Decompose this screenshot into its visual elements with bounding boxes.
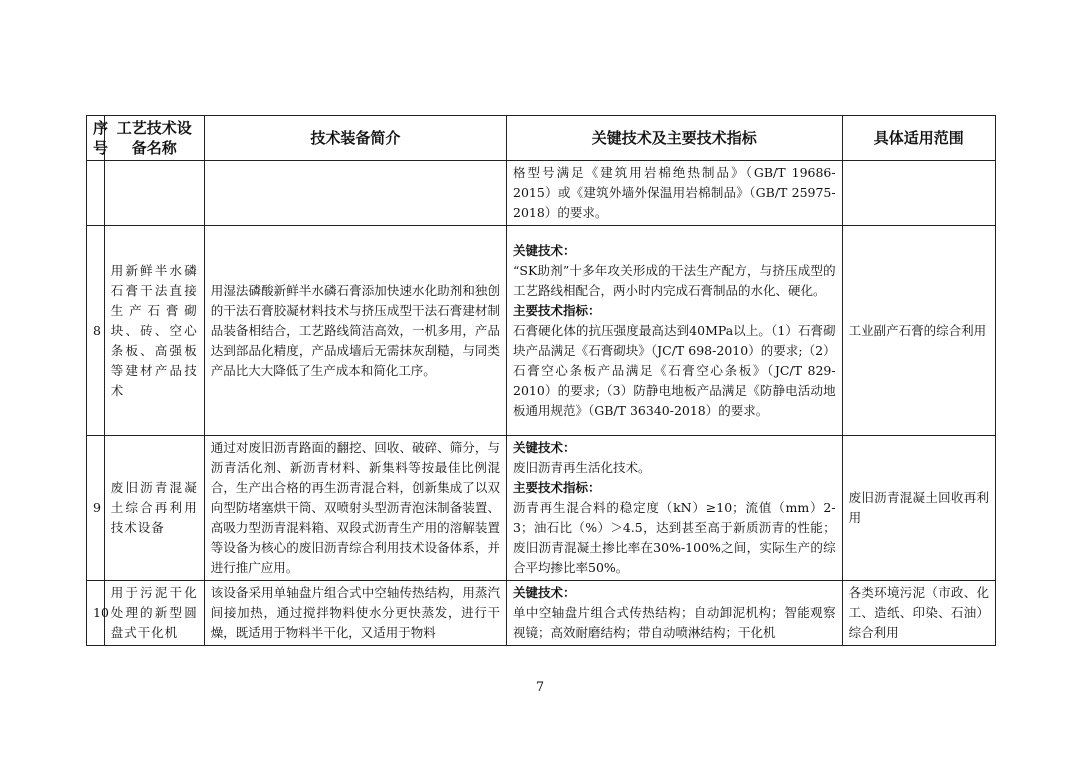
table-row-continuation bbox=[87, 161, 996, 226]
key-text: 单中空轴盘片组合式传热结构；自动卸泥机构；智能观察视镜；高效耐磨结构；带自动喷淋结构；干化机 bbox=[513, 605, 836, 640]
header-key: 关键技术及主要技术指标 bbox=[507, 116, 843, 161]
cell-key bbox=[507, 226, 843, 436]
header-desc: 技术装备简介 bbox=[204, 116, 506, 161]
cell-desc: 用湿法磷酸新鲜半水磷石膏添加快速水化助剂和独创的干法石膏胶凝材料技术与挤压成型干法石膏建材制品装备相结合，工艺路线简洁高效，一机多用，产品达到部品化精度，产品成墙后无需抹灰刮糙，与同类产品比大大降低了生产成本和简化工序。 bbox=[204, 226, 506, 436]
header-name: 工艺技术设备名称 bbox=[104, 116, 204, 161]
key-heading: 关键技术： bbox=[513, 440, 576, 455]
cell-scope bbox=[842, 161, 995, 226]
key-text: “SK助剂”十多年攻关形成的干法生产配方，与挤压成型的工艺路线相配合，两小时内完成石膏制品的水化、硬化。 bbox=[513, 262, 836, 298]
cell-no: 9 bbox=[87, 436, 105, 581]
cell-name: 废旧沥青混凝土综合再利用技术设备 bbox=[104, 436, 204, 581]
index-heading: 主要技术指标： bbox=[513, 480, 601, 495]
cell-name bbox=[104, 161, 204, 226]
cell-no bbox=[87, 161, 105, 226]
cell-key bbox=[507, 436, 843, 581]
cell-desc: 通过对废旧沥青路面的翻挖、回收、破碎、筛分，与沥青活化剂、新沥青材料、新集料等按最佳比例混合，生产出合格的再生沥青混合料，创新集成了以双向型防堵塞烘干筒、双喷射头型沥青泡沫制备装置、高吸力型沥青混料箱、双段式沥青生产用的溶解装置等设备为核心的废旧沥青综合利用技术设备体系，并进行推广应用。 bbox=[204, 436, 506, 581]
key-text: 废旧沥青再生活化技术。 bbox=[513, 460, 651, 475]
cell-key bbox=[507, 161, 843, 226]
scope-text: 各类环境污泥（市政、化工、造纸、印染、石油）综合利用 bbox=[848, 585, 989, 640]
index-heading: 主要技术指标： bbox=[513, 302, 601, 318]
cell-no: 10 bbox=[87, 581, 105, 646]
cell-name bbox=[104, 581, 204, 646]
key-heading: 关键技术： bbox=[513, 585, 576, 600]
table-row bbox=[87, 581, 996, 646]
table-header-row bbox=[87, 116, 996, 161]
key-text: 格型号满足《建筑用岩棉绝热制品》（GB/T 19686-2015）或《建筑外墙外保温用岩棉制品》（GB/T 25975-2018）的要求。 bbox=[513, 165, 836, 220]
header-scope: 具体适用范围 bbox=[842, 116, 995, 161]
key-heading: 关键技术： bbox=[513, 242, 576, 258]
cell-key bbox=[507, 581, 843, 646]
header-no: 序号 bbox=[87, 116, 105, 161]
table-row bbox=[87, 436, 996, 581]
index-text: 沥青再生混合料的稳定度（kN）≥10；流值（mm）2-3；油石比（%）＞4.5，达到甚至高于新质沥青的性能；废旧沥青混凝土掺比率在30%-100%之间，实际生产的综合平均掺比率50%。 bbox=[513, 500, 836, 575]
cell-no: 8 bbox=[87, 226, 105, 436]
cell-desc bbox=[204, 161, 506, 226]
name-text: 用于污泥干化处理的新型圆盘式干化机 bbox=[110, 585, 198, 640]
technology-table bbox=[86, 115, 996, 646]
table-row bbox=[87, 226, 996, 436]
cell-scope bbox=[842, 581, 995, 646]
cell-name: 用新鲜半水磷石膏干法直接生产石膏砌块、砖、空心条板、高强板等建材产品技术 bbox=[104, 226, 204, 436]
cell-scope: 工业副产石膏的综合利用 bbox=[842, 226, 995, 436]
cell-scope: 废旧沥青混凝土回收再利用 bbox=[842, 436, 995, 581]
index-text: 石膏硬化体的抗压强度最高达到40MPa以上。（1）石膏砌块产品满足《石膏砌块》（JC/T 698-2010）的要求;（2）石膏空心条板产品满足《石膏空心条板》（JC/T 829-2010）的要求;（3）防静电地板产品满足《防静电活动地板通用规范》（GB/T 36340-2018）的要求。 bbox=[513, 322, 836, 418]
cell-desc bbox=[204, 581, 506, 646]
page-number: 7 bbox=[535, 680, 545, 695]
desc-text: 该设备采用单轴盘片组合式中空轴传热结构，用蒸汽间接加热，通过搅拌物料使水分更快蒸发，进行干燥，既适用于物料半干化，又适用于物料 bbox=[210, 585, 501, 640]
